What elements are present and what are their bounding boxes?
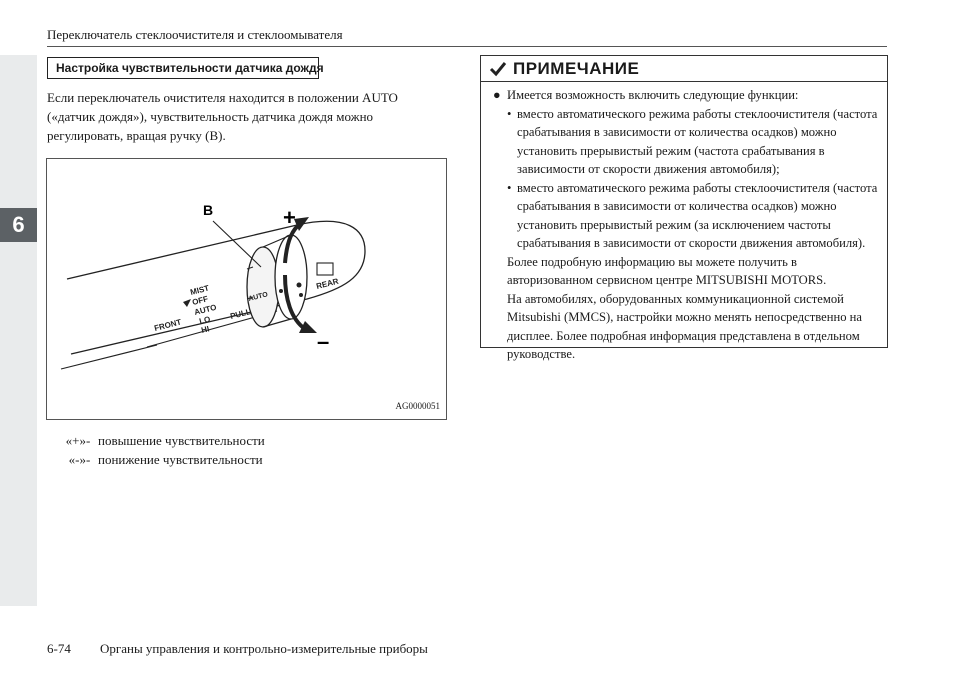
checkmark-icon bbox=[489, 61, 507, 77]
legend-text: повышение чувствительности bbox=[98, 433, 265, 448]
legend-row bbox=[52, 450, 265, 469]
chapter-tab[interactable]: 6 bbox=[0, 208, 37, 242]
bullet-dot-icon: ● bbox=[493, 88, 501, 102]
note-intro bbox=[493, 86, 885, 105]
side-band bbox=[0, 55, 37, 606]
legend bbox=[52, 431, 265, 469]
legend-dash: - bbox=[86, 433, 91, 448]
legend-dash: - bbox=[86, 452, 91, 467]
bullet-icon: • bbox=[507, 180, 512, 195]
label-off: OFF bbox=[191, 294, 210, 307]
section-body-text: Если переключатель очистителя находится в положении AUTO («датчик дождя»), чувствительность датчика дождя можно регулировать, вращая ручку (B). bbox=[47, 90, 398, 143]
legend-symbol: «+» bbox=[65, 433, 86, 448]
page-header-title: Переключатель стеклоочистителя и стеклоомывателя bbox=[47, 27, 343, 42]
label-b: B bbox=[203, 202, 214, 218]
bullet-icon: • bbox=[507, 106, 512, 121]
note-paragraph: На автомобилях, оборудованных коммуникационной системой Mitsubishi (MMCS), настройки можно менять непосредственно на дисплее. Более подробная информация представлена в отдельном руководстве. bbox=[507, 291, 862, 361]
wiper-switch-figure bbox=[46, 158, 447, 420]
header-divider bbox=[47, 46, 887, 47]
note-item-text: вместо автоматического режима работы стеклоочистителя (частота срабатывания в зависимости от количества осадков) можно установить прерывистый режим (за исключением частоты срабатывания в зависимости от скорости движения автомобиля). bbox=[517, 180, 878, 250]
label-minus: – bbox=[317, 329, 330, 354]
legend-symbol: «-» bbox=[68, 452, 86, 467]
note-item bbox=[493, 179, 885, 253]
note-box bbox=[480, 55, 888, 361]
label-mist: MIST bbox=[189, 283, 211, 297]
wiper-switch-illustration bbox=[47, 159, 448, 421]
section-heading: Настройка чувствительности датчика дождя bbox=[47, 57, 319, 79]
note-paragraph: Более подробную информацию вы можете получить в авторизованном сервисном центре MITSUBISHI MOTORS. bbox=[507, 254, 827, 287]
note-item-text: вместо автоматического режима работы стеклоочистителя (частота срабатывания в зависимости от количества осадков) можно установить прерывистый режим (частота срабатывания в зависимости от скорости движения автомобиля); bbox=[517, 106, 878, 176]
label-auto: AUTO bbox=[193, 302, 218, 317]
legend-row bbox=[52, 431, 265, 450]
note-title: ПРИМЕЧАНИЕ bbox=[513, 58, 640, 78]
footer-title: Органы управления и контрольно-измерительные приборы bbox=[100, 641, 428, 656]
label-pull: PULL bbox=[229, 307, 252, 321]
page-number: 6-74 bbox=[47, 641, 71, 656]
label-front: FRONT bbox=[153, 317, 183, 333]
note-intro-text: Имеется возможность включить следующие функции: bbox=[507, 88, 799, 102]
label-plus: + bbox=[283, 205, 296, 230]
note-body bbox=[493, 86, 885, 364]
label-rear: REAR bbox=[315, 276, 340, 291]
note-header bbox=[481, 56, 887, 82]
note-item bbox=[493, 105, 885, 179]
label-auto-ring: AUTO bbox=[247, 291, 269, 303]
label-lo: LO bbox=[198, 314, 212, 326]
legend-text: понижение чувствительности bbox=[98, 452, 263, 467]
figure-id: AG0000051 bbox=[395, 401, 440, 411]
label-hi: HI bbox=[200, 324, 211, 335]
